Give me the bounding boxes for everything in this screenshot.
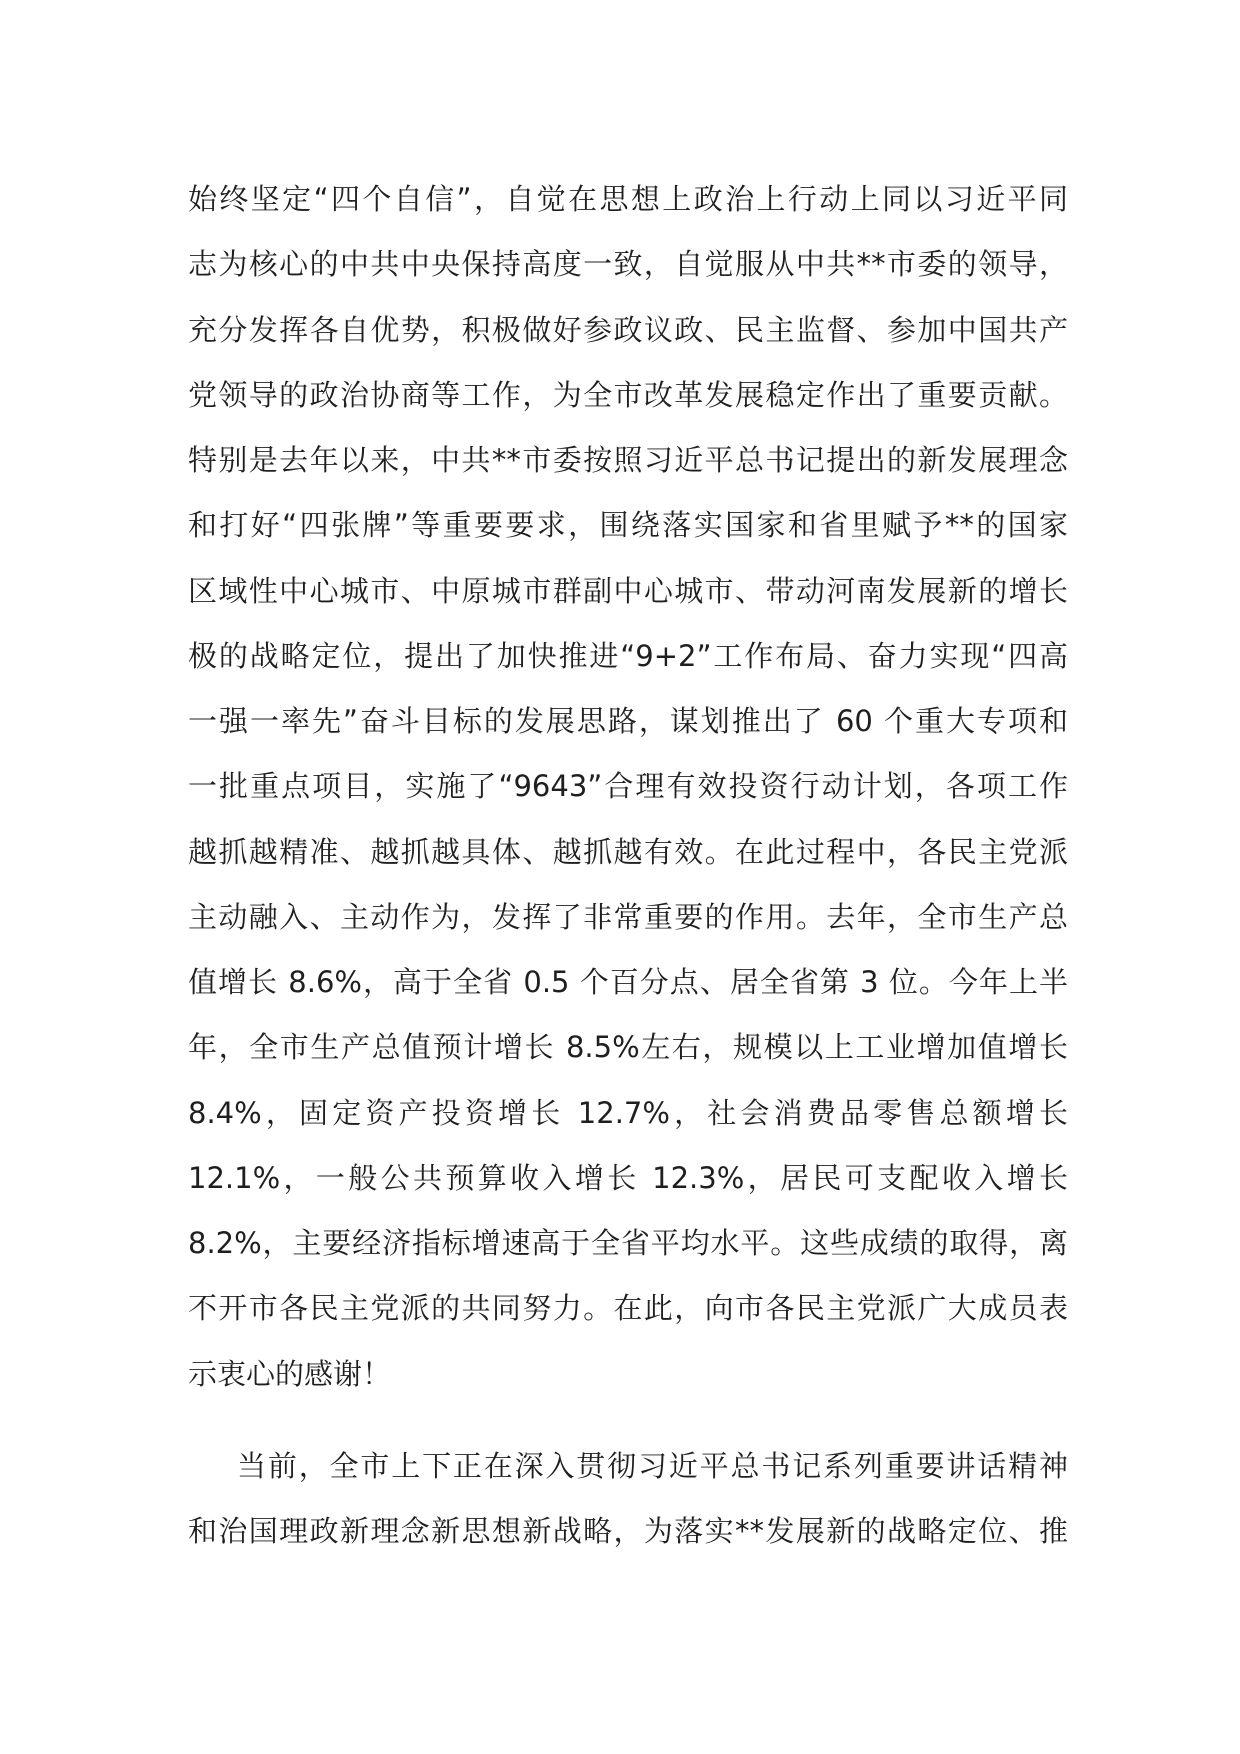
text-line: 8.2%，主要经济指标增速高于全省平均水平。这些成绩的取得，离 — [188, 1226, 1068, 1260]
text-line: 一强一率先”奋斗目标的发展思路，谋划推出了 60 个重大专项和 — [188, 704, 1068, 738]
text-line: 始终坚定“四个自信”，自觉在思想上政治上行动上同以习近平同 — [188, 182, 1068, 216]
text-line: 值增长 8.6%，高于全省 0.5 个百分点、居全省第 3 位。今年上半 — [188, 965, 1068, 999]
text-line: 年，全市生产总值预计增长 8.5%左右，规模以上工业增加值增长 — [188, 1030, 1068, 1065]
text-line: 当前，全市上下正在深入贯彻习近平总书记系列重要讲话精神 — [237, 1449, 1068, 1483]
text-line: 区域性中心城市、中原城市群副中心城市、带动河南发展新的增长 — [188, 573, 1068, 608]
text-line: 志为核心的中共中央保持高度一致，自觉服从中共**市委的领导， — [188, 247, 1068, 282]
text-line: 越抓越精准、越抓越具体、越抓越有效。在此过程中，各民主党派 — [188, 834, 1068, 869]
paragraph — [188, 167, 1068, 1407]
text-line: 不开市各民主党派的共同努力。在此，向市各民主党派广大成员表 — [188, 1291, 1068, 1326]
text-line: 党领导的政治协商等工作，为全市改革发展稳定作出了重要贡献。 — [188, 377, 1068, 412]
text-line: 极的战略定位，提出了加快推进“9+2”工作布局、奋力实现“四高 — [188, 638, 1068, 673]
text-line: 和治国理政新理念新思想新战略，为落实**发展新的战略定位、推 — [188, 1514, 1068, 1549]
paragraph — [188, 1434, 1068, 1565]
text-line: 一批重点项目，实施了“9643”合理有效投资行动计划，各项工作 — [188, 769, 1068, 804]
text-line: 12.1%，一般公共预算收入增长 12.3%，居民可支配收入增长 — [188, 1160, 1068, 1195]
text-line: 8.4%，固定资产投资增长 12.7%，社会消费品零售总额增长 — [188, 1095, 1068, 1130]
text-line: 特别是去年以来，中共**市委按照习近平总书记提出的新发展理念 — [188, 443, 1068, 477]
text-line: 示衷心的感谢！ — [188, 1356, 392, 1391]
text-line: 和打好“四张牌”等重要要求，围绕落实国家和省里赋予**的国家 — [188, 508, 1068, 543]
text-line: 主动融入、主动作为，发挥了非常重要的作用。去年，全市生产总 — [188, 899, 1068, 934]
text-line: 充分发挥各自优势，积极做好参政议政、民主监督、参加中国共产 — [188, 312, 1068, 347]
